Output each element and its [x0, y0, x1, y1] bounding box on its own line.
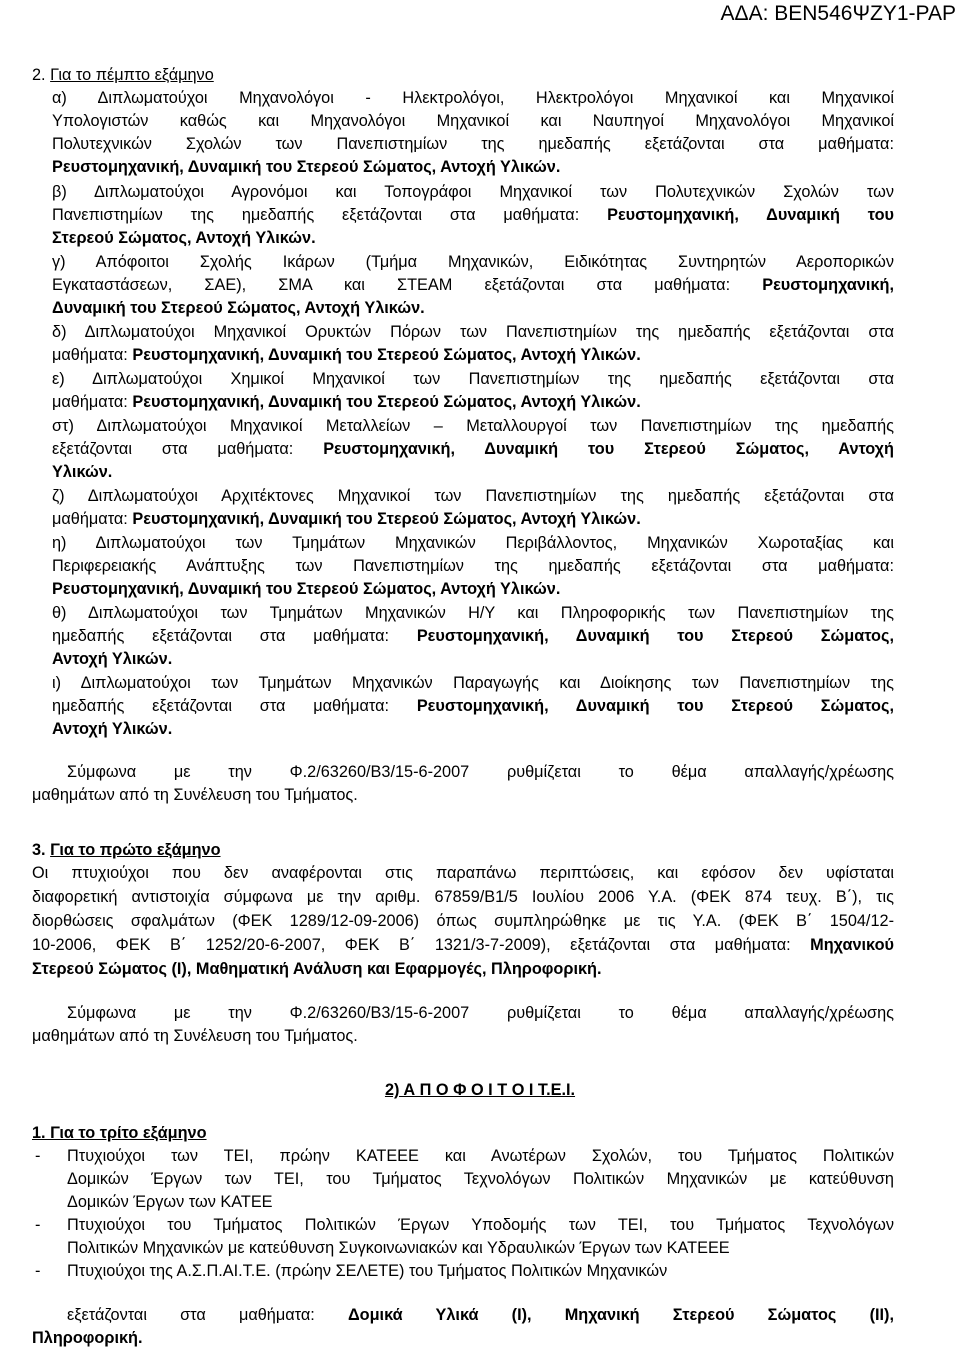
regulation-note-line-2: μαθημάτων από τη Συνέλευση του Τμήματος. [32, 786, 358, 804]
paragraph-c-line-3: Δυναμική του Στερεού Σώματος, Αντοχή Υλικών. [52, 299, 425, 317]
courses-run: Ρευστομηχανική, Δυναμική του Στερεού Σώματος, Αντοχή Υλικών. [132, 393, 641, 411]
section-heading-third-semester: 1. Για το τρίτο εξάμηνο [32, 1124, 207, 1142]
first-semester-line-2: διαφορετική αντιστοιχία σύμφωνα με την αριθμ. 67859/Β1/5 Ιουλίου 2006 Υ.Α. (ΦΕΚ 874 τευχ. Β΄), τις [32, 888, 894, 906]
paragraph-e-line-1: ε) Διπλωματούχοι Χημικοί Μηχανικοί των Πανεπιστημίων της ημεδαπής εξετάζονται στα [52, 370, 894, 388]
paragraph-d-line-1: δ) Διπλωματούχοι Μηχανικοί Ορυκτών Πόρων των Πανεπιστημίων της ημεδαπής εξετάζονται στα [52, 323, 894, 341]
text-run: Εγκαταστάσεων, ΣΑΕ), ΣΜΑ και ΣΤΕΑΜ εξετάζονται στα μαθήματα: [52, 276, 763, 294]
third-semester-courses-line-1 [67, 1304, 894, 1327]
text-run: 10-2006, ΦΕΚ Β΄ 1252/20-6-2007, ΦΕΚ Β΄ 1321/3-7-2009), εξετάζονται στα μαθήματα: [32, 936, 811, 954]
section-number: 3. [32, 841, 51, 859]
courses-run: Δομικά Υλικά (Ι), Μηχανική Στερεού Σώματος (ΙΙ), [347, 1306, 894, 1324]
paragraph-e-line-2 [52, 391, 894, 414]
bullet-1-line-2: Δομικών Έργων των ΤΕΙ, του Τμήματος Τεχνολόγων Πολιτικών Μηχανικών με κατεύθυνση [67, 1170, 894, 1188]
paragraph-i-line-3: Αντοχή Υλικών. [52, 650, 173, 668]
third-semester-courses-line-2: Πληροφορική. [32, 1329, 143, 1347]
section-title: Για το πέμπτο εξάμηνο [50, 66, 214, 84]
paragraph-i-line-2 [52, 625, 894, 648]
courses-run: Ρευστομηχανική, Δυναμική του Στερεού Σώματος, Αντοχή Υλικών. [132, 346, 641, 364]
bullet-3-line-1: Πτυχιούχοι της Α.Σ.Π.ΑΙ.Τ.Ε. (πρώην ΣΕΛΕΤΕ) του Τμήματος Πολιτικών Μηχανικών [67, 1262, 668, 1280]
paragraph-c-line-2 [52, 274, 894, 297]
paragraph-b-line-1: β) Διπλωματούχοι Αγρονόμοι και Τοπογράφοι Μηχανικοί των Πολυτεχνικών Σχολών των [52, 183, 894, 201]
paragraph-h-line-2: Περιφερειακής Ανάπτυξης των Πανεπιστημίων της ημεδαπής εξετάζονται στα μαθήματα: [52, 557, 894, 575]
courses-run: Ρευστομηχανική, Δυναμική του [607, 206, 894, 224]
bullet-dash: - [35, 1147, 41, 1165]
paragraph-h-line-3: Ρευστομηχανική, Δυναμική του Στερεού Σώματος, Αντοχή Υλικών. [52, 580, 561, 598]
paragraph-j-line-1: ι) Διπλωματούχοι των Τμημάτων Μηχανικών Παραγωγής και Διοίκησης των Πανεπιστημίων της [52, 674, 894, 692]
regulation-note-2-line-2: μαθημάτων από τη Συνέλευση του Τμήματος. [32, 1027, 358, 1045]
first-semester-line-5: Στερεού Σώματος (Ι), Μαθηματική Ανάλυση και Εφαρμογές, Πληροφορική. [32, 960, 602, 978]
paragraph-b-line-2 [52, 204, 894, 227]
ada-code: ΑΔΑ: ΒΕΝ546ΨΖΥ1-ΡΑΡ [720, 2, 956, 25]
courses-run: Ρευστομηχανική, [762, 276, 894, 294]
paragraph-j-line-3: Αντοχή Υλικών. [52, 720, 173, 738]
regulation-note-line-1: Σύμφωνα με την Φ.2/63260/Β3/15-6-2007 ρυθμίζεται το θέμα απαλλαγής/χρέωσης [67, 763, 894, 781]
paragraph-f-line-3: Υλικών. [52, 463, 113, 481]
courses-run: Ρευστομηχανική, Δυναμική του Στερεού Σώματος, [416, 627, 894, 645]
paragraph-a-line-2: Υπολογιστών καθώς και Μηχανολόγοι Μηχανικοί και Ναυπηγοί Μηχανολόγοι Μηχανικοί [52, 112, 894, 130]
section-heading-first-semester [32, 839, 894, 862]
text-run: ημεδαπής εξετάζονται στα μαθήματα: [52, 697, 417, 715]
bullet-2-line-2: Πολιτικών Μηχανικών με κατεύθυνση Συγκοινωνιακών και Υδραυλικών Έργων των ΚΑΤΕΕΕ [67, 1239, 730, 1257]
section-heading-fifth-semester [32, 64, 894, 87]
text-run: μαθήματα: [52, 510, 133, 528]
paragraph-d-line-2 [52, 344, 894, 367]
paragraph-b-line-3: Στερεού Σώματος, Αντοχή Υλικών. [52, 229, 316, 247]
text-run: ημεδαπής εξετάζονται στα μαθήματα: [52, 627, 417, 645]
text-run: μαθήματα: [52, 393, 133, 411]
first-semester-line-4 [32, 934, 894, 957]
paragraph-i-line-1: θ) Διπλωματούχοι των Τμημάτων Μηχανικών Η/Υ και Πληροφορικής των Πανεπιστημίων της [52, 604, 894, 622]
paragraph-a-line-1: α) Διπλωματούχοι Μηχανολόγοι - Ηλεκτρολόγοι, Ηλεκτρολόγοι Μηχανικοί και Μηχανικοί [52, 89, 894, 107]
text-run: εξετάζονται στα μαθήματα: [52, 440, 324, 458]
courses-run: Ρευστομηχανική, Δυναμική του Στερεού Σώματος, Αντοχή [323, 440, 894, 458]
paragraph-g-line-1: ζ) Διπλωματούχοι Αρχιτέκτονες Μηχανικοί των Πανεπιστημίων της ημεδαπής εξετάζονται στα [52, 487, 894, 505]
courses-run: Ρευστομηχανική, Δυναμική του Στερεού Σώματος, [416, 697, 894, 715]
regulation-note-2-line-1: Σύμφωνα με την Φ.2/63260/Β3/15-6-2007 ρυθμίζεται το θέμα απαλλαγής/χρέωσης [67, 1004, 894, 1022]
text-run: μαθήματα: [52, 346, 133, 364]
paragraph-a-line-3: Πολυτεχνικών Σχολών των Πανεπιστημίων της ημεδαπής εξετάζονται στα μαθήματα: [52, 135, 894, 153]
first-semester-line-3: διορθώσεις σφαλμάτων (ΦΕΚ 1289/12-09-2006) όπως συμπληρώθηκε με τις Υ.Α. (ΦΕΚ Β΄ 1504/12- [32, 912, 894, 930]
bullet-dash: - [35, 1262, 41, 1280]
section-title: Για το πρώτο εξάμηνο [50, 841, 221, 859]
bullet-1-line-1: Πτυχιούχοι των ΤΕΙ, πρώην ΚΑΤΕΕΕ και Ανωτέρων Σχολών, του Τμήματος Πολιτικών [67, 1147, 894, 1165]
text-run: Πανεπιστημίων της ημεδαπής εξετάζονται στα μαθήματα: [52, 206, 608, 224]
courses-run: Ρευστομηχανική, Δυναμική του Στερεού Σώματος, Αντοχή Υλικών. [132, 510, 641, 528]
bullet-2-line-1: Πτυχιούχοι του Τμήματος Πολιτικών Έργων Υποδομής των ΤΕΙ, του Τμήματος Τεχνολόγων [67, 1216, 894, 1234]
section-heading-tei-graduates: 2) Α Π Ο Φ Ο Ι Τ Ο Ι Τ.Ε.Ι. [384, 1081, 576, 1099]
section-number: 2. [32, 66, 51, 84]
paragraph-j-line-2 [52, 695, 894, 718]
bullet-1-line-3: Δομικών Έργων των ΚΑΤΕΕ [67, 1193, 273, 1211]
paragraph-c-line-1: γ) Απόφοιτοι Σχολής Ικάρων (Τμήμα Μηχανικών, Ειδικότητας Συντηρητών Αεροπορικών [52, 253, 894, 271]
paragraph-h-line-1: η) Διπλωματούχοι των Τμημάτων Μηχανικών Περιβάλλοντος, Μηχανικών Χωροταξίας και [52, 534, 894, 552]
courses-run: Μηχανικού [810, 936, 894, 954]
first-semester-line-1: Οι πτυχιούχοι που δεν αναφέρονται στις παραπάνω περιπτώσεις, και εφόσον δεν υφίσταται [32, 864, 894, 882]
bullet-dash: - [35, 1216, 41, 1234]
paragraph-g-line-2 [52, 508, 894, 531]
text-run: εξετάζονται στα μαθήματα: [67, 1306, 348, 1324]
paragraph-a-line-4: Ρευστομηχανική, Δυναμική του Στερεού Σώματος, Αντοχή Υλικών. [52, 158, 561, 176]
paragraph-f-line-1: στ) Διπλωματούχοι Μηχανικοί Μεταλλείων – Μεταλλουργοί των Πανεπιστημίων της ημεδαπής [52, 417, 894, 435]
paragraph-f-line-2 [52, 438, 894, 461]
